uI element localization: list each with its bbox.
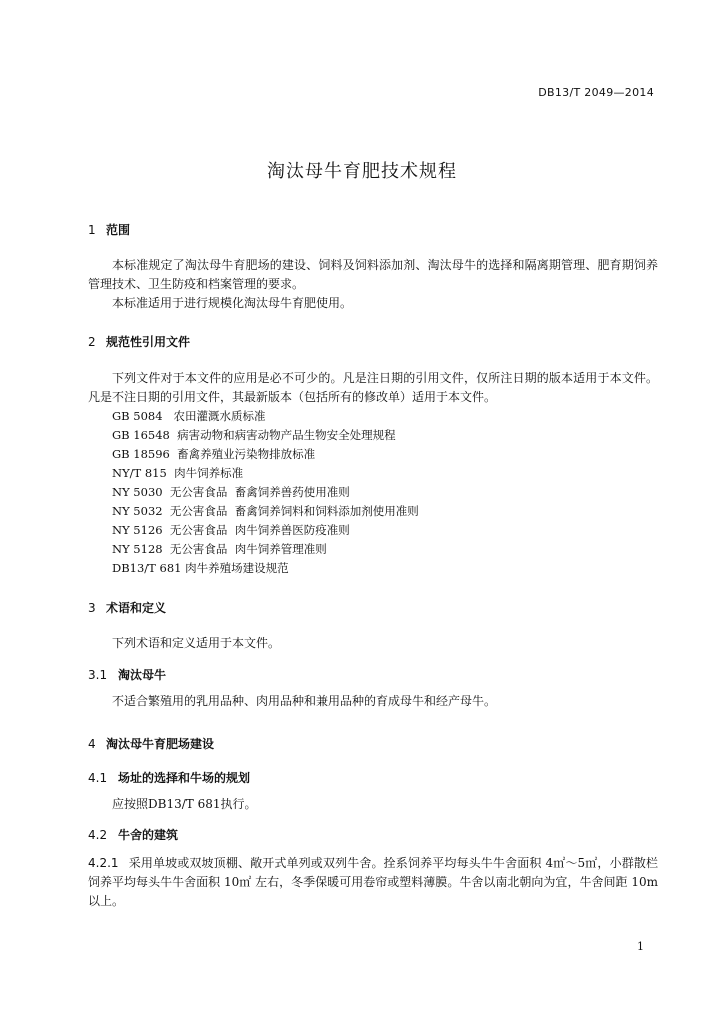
section-2-heading xyxy=(88,333,190,350)
section-number: 3.1 xyxy=(88,668,108,682)
section-title: 牛舍的建筑 xyxy=(118,828,179,842)
section-title: 淘汰母牛 xyxy=(118,668,167,682)
section-title: 规范性引用文件 xyxy=(106,335,191,349)
section-1-paragraph-1: 本标准规定了淘汰母牛育肥场的建设、饲料及饲料添加剂、淘汰母牛的选择和隔离期管理、肥育期饲养管理技术、卫生防疫和档案管理的要求。 xyxy=(88,258,658,291)
section-number: 4.2 xyxy=(88,828,108,842)
document-title: 淘汰母牛育肥技术规程 xyxy=(267,161,457,182)
section-4-1-heading xyxy=(88,769,250,786)
section-title: 术语和定义 xyxy=(106,601,167,615)
standard-code: DB13/T 2049—2014 xyxy=(538,86,654,99)
section-1-heading xyxy=(88,221,130,238)
section-number: 1 xyxy=(88,223,96,237)
reference-item: NY 5128 无公害食品 肉牛饲养管理准则 xyxy=(112,542,327,556)
section-title: 淘汰母牛育肥场建设 xyxy=(106,737,215,751)
reference-item: NY 5032 无公害食品 畜禽饲养饲料和饲料添加剂使用准则 xyxy=(112,504,419,518)
section-1-paragraph-2: 本标准适用于进行规模化淘汰母牛育肥使用。 xyxy=(112,296,353,310)
section-number: 2 xyxy=(88,335,96,349)
section-3-heading xyxy=(88,599,166,616)
reference-item: GB 5084 农田灌溉水质标准 xyxy=(112,409,266,423)
reference-item: NY 5030 无公害食品 畜禽饲养兽药使用准则 xyxy=(112,485,350,499)
section-title: 范围 xyxy=(106,223,131,237)
section-3-intro: 下列术语和定义适用于本文件。 xyxy=(112,636,281,650)
reference-item: NY/T 815 肉牛饲养标准 xyxy=(112,466,244,480)
section-number: 4.1 xyxy=(88,771,108,785)
section-title: 场址的选择和牛场的规划 xyxy=(118,771,251,785)
reference-item: DB13/T 681 肉牛养殖场建设规范 xyxy=(112,561,289,575)
reference-item: GB 18596 畜禽养殖业污染物排放标准 xyxy=(112,447,316,461)
reference-item: GB 16548 病害动物和病害动物产品生物安全处理规程 xyxy=(112,428,396,442)
section-number: 4 xyxy=(88,737,96,751)
section-2-intro: 下列文件对于本文件的应用是必不可少的。凡是注日期的引用文件，仅所注日期的版本适用于本文件。凡是不注日期的引用文件，其最新版本（包括所有的修改单）适用于本文件。 xyxy=(88,371,658,404)
clause-text: 采用单坡或双坡顶棚、敞开式单列或双列牛舍。拴系饲养平均每头牛牛舍面积 4㎡～5㎡，小群散栏饲养平均每头牛牛舍面积 10㎡ 左右，冬季保暖可用卷帘或塑料薄膜。牛舍以南北朝向为宜，牛舍间距 10m 以上。 xyxy=(88,856,658,908)
reference-item: NY 5126 无公害食品 肉牛饲养兽医防疫准则 xyxy=(112,523,350,537)
clause-number: 4.2.1 xyxy=(88,856,119,870)
section-number: 3 xyxy=(88,601,96,615)
section-4-2-heading xyxy=(88,826,178,843)
section-3-1-heading xyxy=(88,666,166,683)
section-3-1-definition: 不适合繁殖用的乳用品种、肉用品种和兼用品种的育成母牛和经产母牛。 xyxy=(112,694,497,708)
section-4-1-text: 应按照DB13/T 681执行。 xyxy=(112,797,257,811)
page-number: 1 xyxy=(637,940,644,953)
section-4-2-1-text xyxy=(88,854,658,911)
section-4-heading xyxy=(88,735,214,752)
